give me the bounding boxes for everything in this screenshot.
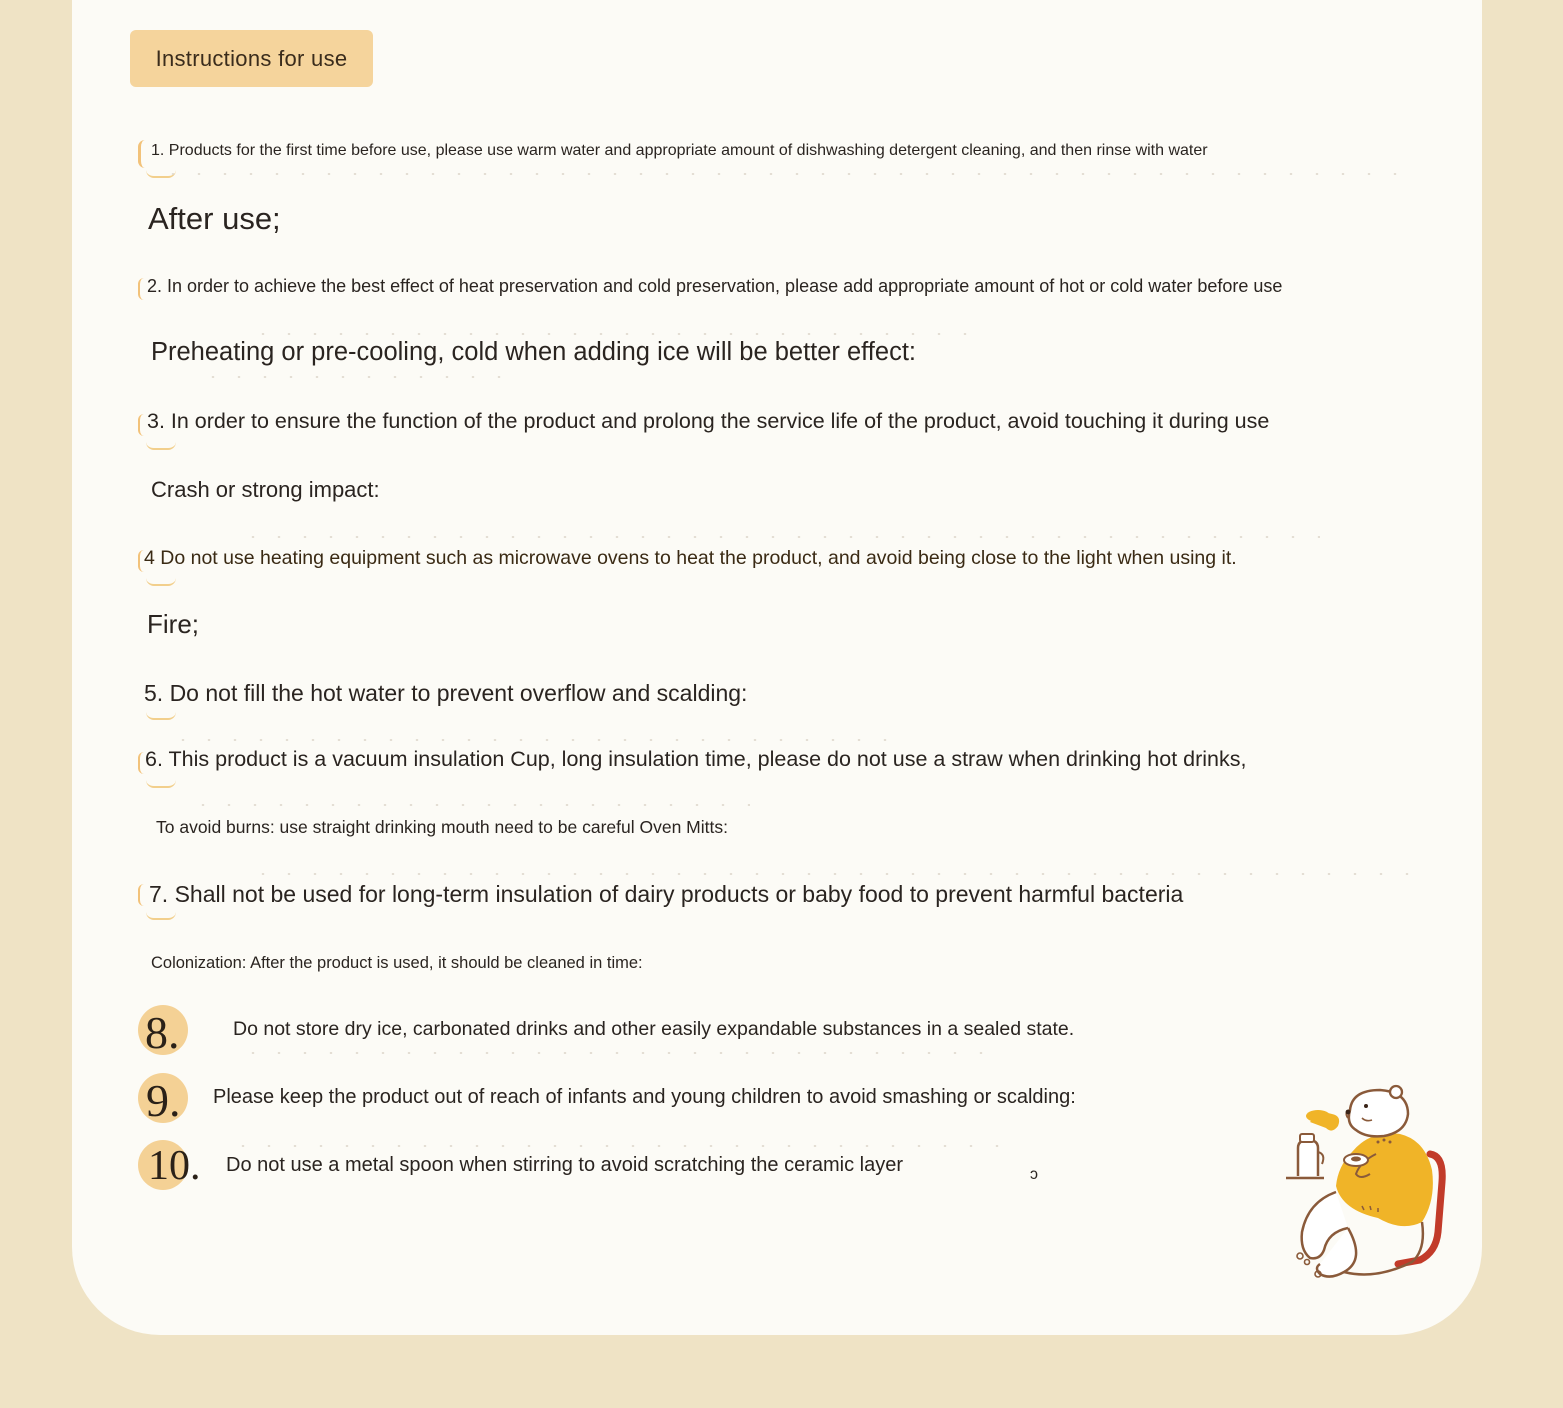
instruction-7-continuation: Colonization: After the product is used, it should be cleaned in time: [151,954,643,972]
instruction-8: Do not store dry ice, carbonated drinks and other easily expandable substances in a sealed state. [233,1018,1075,1040]
instruction-6-continuation: To avoid burns: use straight drinking mouth need to be careful Oven Mitts: [156,817,728,837]
faint-dot-row [200,376,520,378]
stray-mark: ↄ [1030,1166,1038,1183]
faint-dot-row [250,873,1410,875]
number-label-10: 10. [148,1143,201,1189]
instruction-1-continuation: After use; [148,201,281,236]
instruction-4: 4 Do not use heating equipment such as microwave ovens to heat the product, and avoid being close to the light when using it. [144,547,1237,569]
instruction-9: Please keep the product out of reach of infants and young children to avoid smashing or scalding: [213,1086,1076,1108]
instruction-2-continuation: Preheating or pre-cooling, cold when adding ice will be better effect: [151,338,916,366]
faint-dot-row [240,1052,1000,1054]
instruction-1: 1. Products for the first time before use, please use warm water and appropriate amount of dishwashing detergent cleaning, and then rinse with water [151,142,1208,159]
faint-dot-row [250,333,980,335]
item-arc-5 [146,712,176,720]
section-title-badge: Instructions for use [130,30,373,87]
instruction-5: 5. Do not fill the hot water to prevent overflow and scalding: [144,680,748,706]
item-arc-7 [146,912,176,920]
instruction-2: 2. In order to achieve the best effect of heat preservation and cold preservation, please add appropriate amount of hot or cold water before use [147,276,1283,296]
item-arc-6 [146,780,176,788]
item-bracket-1 [138,140,145,168]
faint-dot-row [240,536,1320,538]
number-label-8: 8. [145,1007,180,1058]
instruction-3: 3. In order to ensure the function of the product and prolong the service life of the product, avoid touching it during use [147,409,1270,433]
item-bracket-3 [138,414,144,436]
instruction-7: 7. Shall not be used for long-term insulation of dairy products or baby food to prevent harmful bacteria [149,881,1184,907]
faint-dot-row [160,173,1400,175]
item-arc-4 [146,578,176,586]
number-label-9: 9. [146,1075,181,1126]
instruction-10: Do not use a metal spoon when stirring to avoid scratching the ceramic layer [226,1154,904,1176]
instruction-6: 6. This product is a vacuum insulation Cup, long insulation time, please do not use a straw when drinking hot drinks, [145,747,1247,771]
faint-dot-row [170,739,890,741]
instruction-3-continuation: Crash or strong impact: [151,477,380,502]
item-bracket-7 [138,884,144,906]
item-arc-3 [146,442,176,450]
item-bracket-2 [138,278,144,300]
item-bracket-6 [138,752,144,774]
faint-dot-row [230,1145,1020,1147]
faint-dot-row [190,804,750,806]
content-card [72,0,1482,1335]
bear-drinking-tea-icon [1280,1082,1450,1292]
instruction-4-continuation: Fire; [147,609,199,639]
